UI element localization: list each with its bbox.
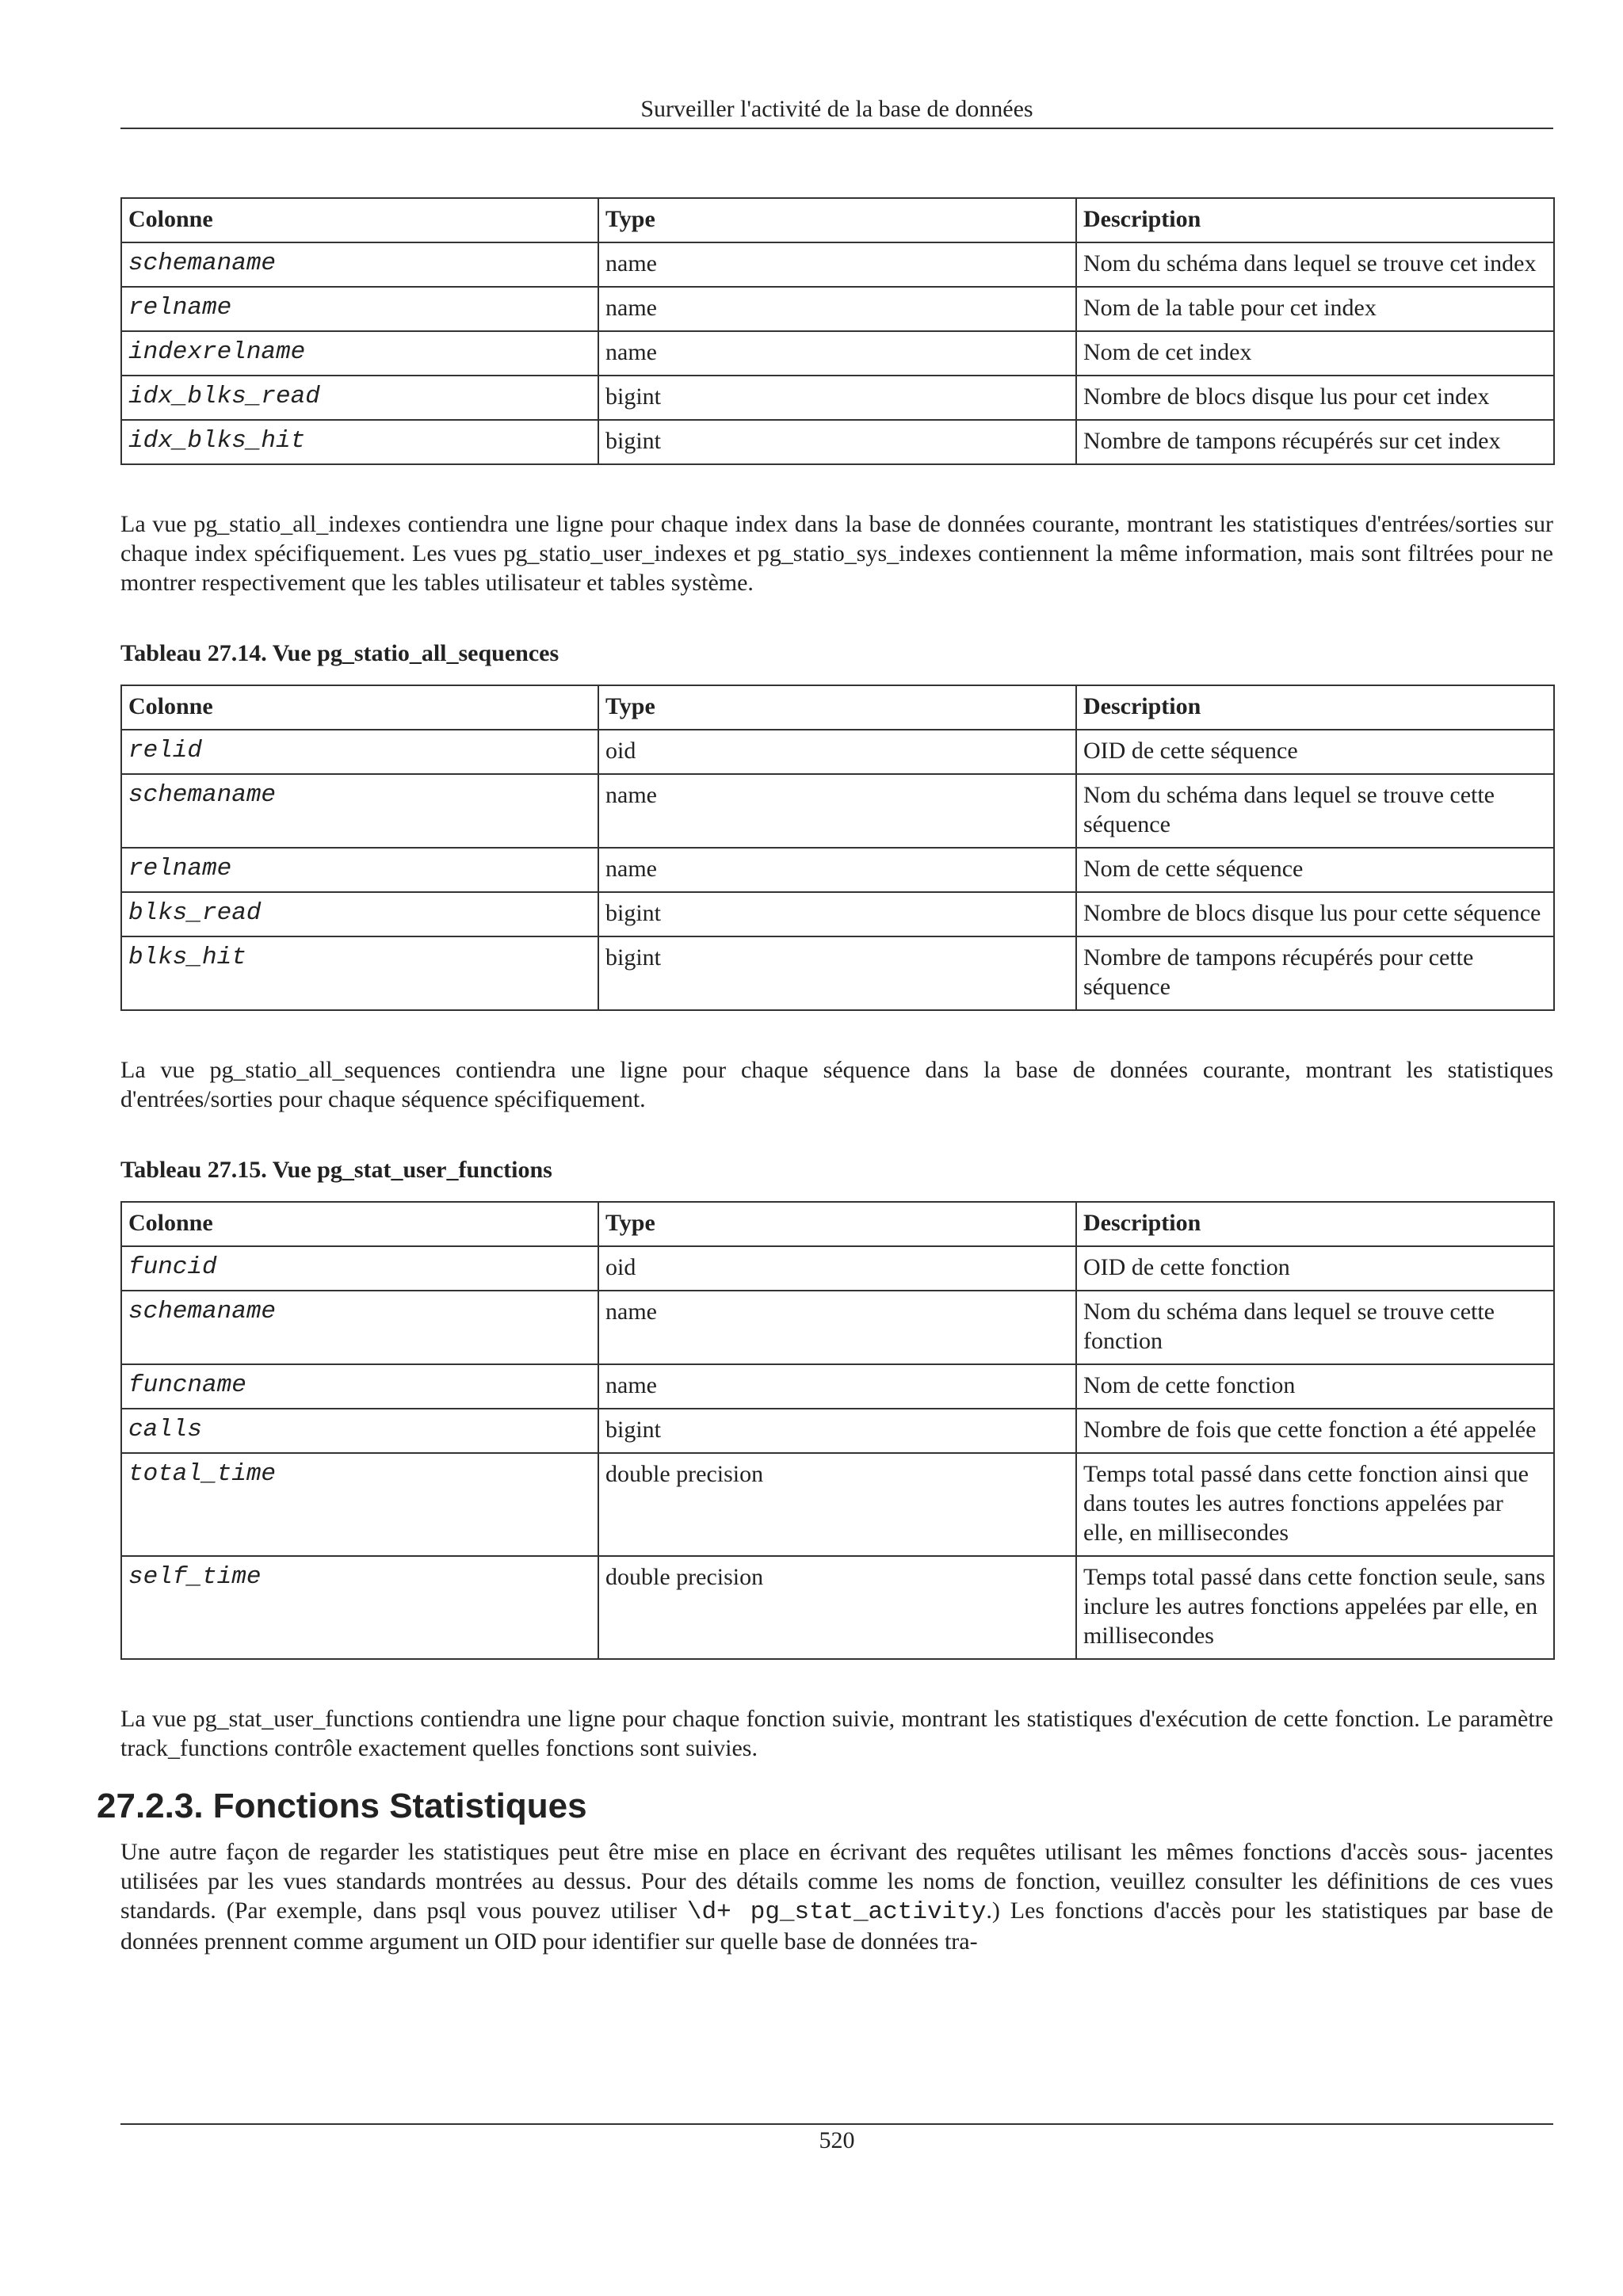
column-name-cell: idx_blks_hit <box>121 420 598 464</box>
header-divider <box>120 128 1553 129</box>
table-row <box>121 1364 1554 1409</box>
table-row <box>121 892 1554 936</box>
page-number: 520 <box>819 2127 855 2153</box>
column-name-cell: schemaname <box>121 1291 598 1364</box>
type-cell: bigint <box>598 892 1076 936</box>
table-row <box>121 287 1554 331</box>
table-row <box>121 774 1554 848</box>
column-header: Colonne <box>121 685 598 730</box>
table-caption-sequences: Tableau 27.14. Vue pg_statio_all_sequences <box>120 640 559 666</box>
type-cell: name <box>598 331 1076 376</box>
table-row <box>121 1453 1554 1556</box>
description-cell: Nom de la table pour cet index <box>1076 287 1554 331</box>
table-header-row <box>121 1202 1554 1246</box>
table-header-row <box>121 685 1554 730</box>
column-name-cell: self_time <box>121 1556 598 1659</box>
paragraph-indexes: La vue pg_statio_all_indexes contiendra une ligne pour chaque index dans la base de données courante, montrant les statistiques d'entrées/sorties sur chaque index spécifiquement. Les vues pg_statio_user_indexes et pg_statio_sys_indexes contiennent la même information, mais sont filtrées pour ne montrer respectivement que les tables utilisateur et tables système. <box>120 511 1553 596</box>
column-name-cell: relid <box>121 730 598 774</box>
type-cell: name <box>598 774 1076 848</box>
description-cell: Nombre de blocs disque lus pour cet index <box>1076 376 1554 420</box>
psql-command: \d+ pg_stat_activity <box>686 1898 987 1926</box>
type-cell: name <box>598 242 1076 287</box>
description-cell: Nom de cet index <box>1076 331 1554 376</box>
table-header-row <box>121 198 1554 242</box>
type-cell: name <box>598 287 1076 331</box>
column-header: Colonne <box>121 198 598 242</box>
type-cell: oid <box>598 730 1076 774</box>
paragraph-functions: La vue pg_stat_user_functions contiendra une ligne pour chaque fonction suivie, montrant les statistiques d'exécution de cette fonction. Le paramètre track_functions contrôle exactement quelles fonctions sont suivies. <box>120 1706 1553 1761</box>
table-row <box>121 331 1554 376</box>
column-header: Type <box>598 685 1076 730</box>
column-name-cell: schemaname <box>121 774 598 848</box>
column-name-cell: total_time <box>121 1453 598 1556</box>
column-name-cell: calls <box>121 1409 598 1453</box>
type-cell: name <box>598 1364 1076 1409</box>
description-cell: Nom du schéma dans lequel se trouve cette fonction <box>1076 1291 1554 1364</box>
description-cell: OID de cette fonction <box>1076 1246 1554 1291</box>
table-sequences <box>120 685 1555 1011</box>
section-heading: 27.2.3. Fonctions Statistiques <box>97 1787 587 1825</box>
table-row <box>121 1246 1554 1291</box>
table-row <box>121 730 1554 774</box>
paragraph-statistics-functions <box>120 1837 1553 1956</box>
column-name-cell: funcname <box>121 1364 598 1409</box>
table-row <box>121 420 1554 464</box>
column-name-cell: funcid <box>121 1246 598 1291</box>
type-cell: bigint <box>598 420 1076 464</box>
table-row <box>121 1556 1554 1659</box>
column-header: Description <box>1076 685 1554 730</box>
type-cell: name <box>598 1291 1076 1364</box>
type-cell: name <box>598 848 1076 892</box>
table-row <box>121 1409 1554 1453</box>
description-cell: Temps total passé dans cette fonction seule, sans inclure les autres fonctions appelées par elle, en millisecondes <box>1076 1556 1554 1659</box>
description-cell: Nombre de blocs disque lus pour cette séquence <box>1076 892 1554 936</box>
paragraph-sequences: La vue pg_statio_all_sequences contiendra une ligne pour chaque séquence dans la base de données courante, montrant les statistiques d'entrées/sorties pour chaque séquence spécifiquement. <box>120 1057 1553 1112</box>
description-cell: Nom du schéma dans lequel se trouve cet index <box>1076 242 1554 287</box>
column-header: Description <box>1076 1202 1554 1246</box>
description-cell: OID de cette séquence <box>1076 730 1554 774</box>
description-cell: Nom de cette fonction <box>1076 1364 1554 1409</box>
column-header: Colonne <box>121 1202 598 1246</box>
column-name-cell: idx_blks_read <box>121 376 598 420</box>
description-cell: Nombre de tampons récupérés sur cet index <box>1076 420 1554 464</box>
table-functions <box>120 1201 1555 1660</box>
column-header: Type <box>598 198 1076 242</box>
description-cell: Temps total passé dans cette fonction ainsi que dans toutes les autres fonctions appelées par elle, en millisecondes <box>1076 1453 1554 1556</box>
table-index-io <box>120 197 1555 465</box>
type-cell: bigint <box>598 1409 1076 1453</box>
type-cell: double precision <box>598 1453 1076 1556</box>
table-caption-functions: Tableau 27.15. Vue pg_stat_user_functions <box>120 1157 552 1183</box>
type-cell: oid <box>598 1246 1076 1291</box>
column-name-cell: relname <box>121 287 598 331</box>
description-cell: Nombre de fois que cette fonction a été appelée <box>1076 1409 1554 1453</box>
column-header: Type <box>598 1202 1076 1246</box>
type-cell: bigint <box>598 376 1076 420</box>
column-name-cell: indexrelname <box>121 331 598 376</box>
table-row <box>121 848 1554 892</box>
table-row <box>121 1291 1554 1364</box>
table-row <box>121 936 1554 1010</box>
page-content <box>97 197 1554 1956</box>
description-cell: Nom de cette séquence <box>1076 848 1554 892</box>
running-header: Surveiller l'activité de la base de données <box>640 96 1033 122</box>
description-cell: Nom du schéma dans lequel se trouve cette séquence <box>1076 774 1554 848</box>
column-name-cell: blks_hit <box>121 936 598 1010</box>
paragraph-text-after: .) Les fonctions d'accès pour les statistiques par base de données prennent comme argument un OID pour identifier sur quelle base de données tra- <box>120 1897 1554 1955</box>
description-cell: Nombre de tampons récupérés pour cette séquence <box>1076 936 1554 1010</box>
type-cell: bigint <box>598 936 1076 1010</box>
type-cell: double precision <box>598 1556 1076 1659</box>
paragraph-text-before: Une autre façon de regarder les statistiques peut être mise en place en écrivant des requêtes utilisant les mêmes fonctions d'accès sous- jacentes utilisées par les vues standards montrées au dessus. Pour des détails comme les noms de fonction, veuillez consulter les définitions de ces vues standards. (Par exemple, dans psql vous pouvez utiliser <box>120 1839 1553 1924</box>
column-name-cell: relname <box>121 848 598 892</box>
table-row <box>121 242 1554 287</box>
column-name-cell: blks_read <box>121 892 598 936</box>
table-row <box>121 376 1554 420</box>
column-header: Description <box>1076 198 1554 242</box>
column-name-cell: schemaname <box>121 242 598 287</box>
